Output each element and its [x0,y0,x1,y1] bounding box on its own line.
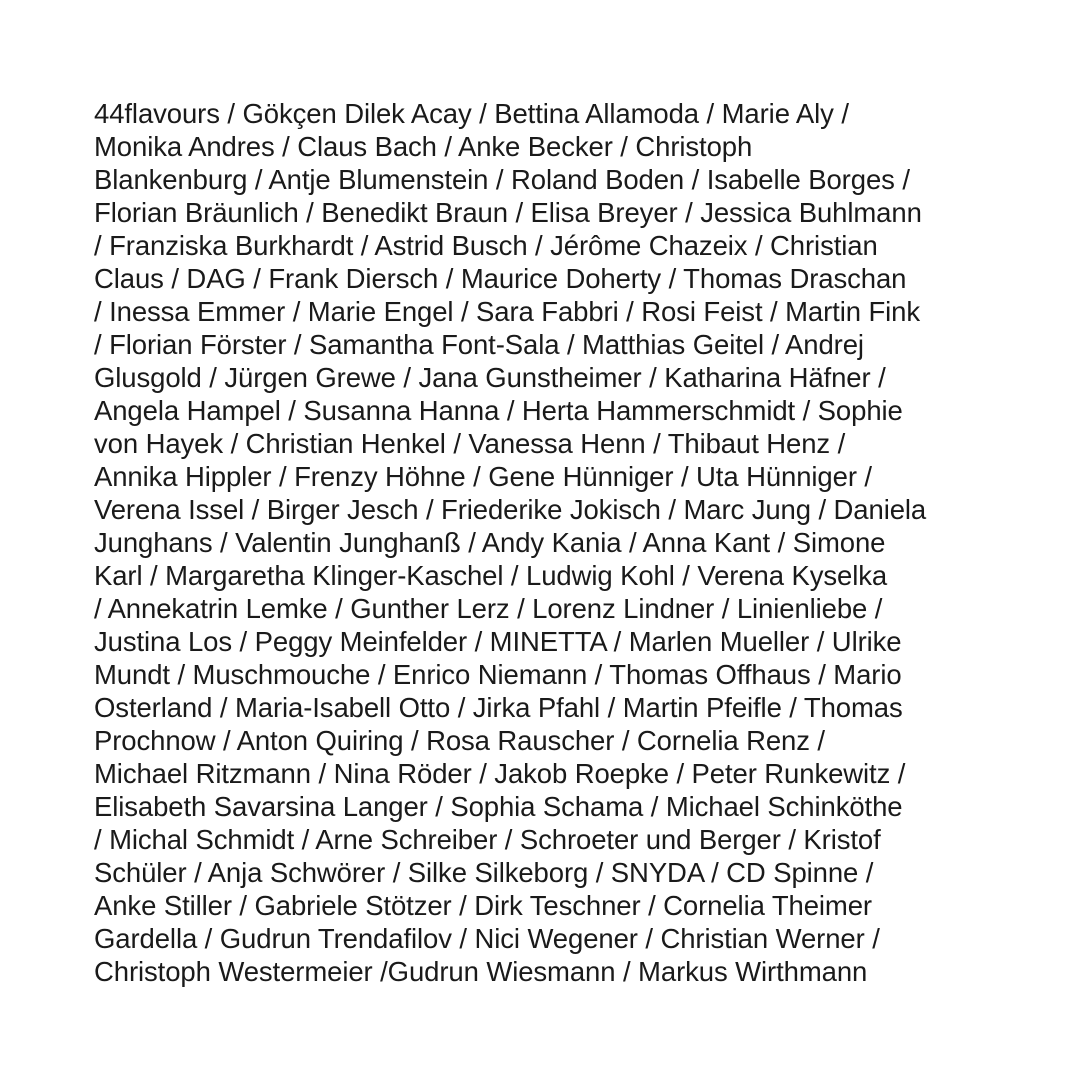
names-line: von Hayek / Christian Henkel / Vanessa Henn / Thibaut Henz / [94,428,846,459]
names-line: Mundt / Muschmouche / Enrico Niemann / Thomas Offhaus / Mario [94,659,902,690]
names-line: / Annekatrin Lemke / Gunther Lerz / Lorenz Lindner / Linienliebe / [94,593,883,624]
names-line: Annika Hippler / Frenzy Höhne / Gene Hünniger / Uta Hünniger / [94,461,872,492]
names-line: Blankenburg / Antje Blumenstein / Roland Boden / Isabelle Borges / [94,164,910,195]
names-line: Michael Ritzmann / Nina Röder / Jakob Roepke / Peter Runkewitz / [94,758,906,789]
artist-names-list [94,97,994,988]
names-line: Elisabeth Savarsina Langer / Sophia Schama / Michael Schinköthe [94,791,903,822]
names-line: Verena Issel / Birger Jesch / Friederike Jokisch / Marc Jung / Daniela [94,494,927,525]
names-line: Claus / DAG / Frank Diersch / Maurice Doherty / Thomas Draschan [94,263,907,294]
names-line: Anke Stiller / Gabriele Stötzer / Dirk Teschner / Cornelia Theimer [94,890,872,921]
names-line: Gardella / Gudrun Trendafilov / Nici Wegener / Christian Werner / [94,923,880,954]
names-line: Glusgold / Jürgen Grewe / Jana Gunstheimer / Katharina Häfner / [94,362,886,393]
names-line: Justina Los / Peggy Meinfelder / MINETTA / Marlen Mueller / Ulrike [94,626,902,657]
names-line: Schüler / Anja Schwörer / Silke Silkeborg / SNYDA / CD Spinne / [94,857,874,888]
names-line: / Michal Schmidt / Arne Schreiber / Schroeter und Berger / Kristof [94,824,881,855]
names-line: 44flavours / Gökçen Dilek Acay / Bettina Allamoda / Marie Aly / [94,98,849,129]
names-line: Christoph Westermeier /Gudrun Wiesmann / Markus Wirthmann [94,956,868,987]
names-line: / Florian Förster / Samantha Font-Sala / Matthias Geitel / Andrej [94,329,864,360]
names-line: Prochnow / Anton Quiring / Rosa Rauscher / Cornelia Renz / [94,725,825,756]
names-line: / Franziska Burkhardt / Astrid Busch / Jérôme Chazeix / Christian [94,230,878,261]
names-line: Karl / Margaretha Klinger-Kaschel / Ludwig Kohl / Verena Kyselka [94,560,888,591]
names-line: / Inessa Emmer / Marie Engel / Sara Fabbri / Rosi Feist / Martin Fink [94,296,920,327]
names-line: Junghans / Valentin Junghanß / Andy Kania / Anna Kant / Simone [94,527,886,558]
names-line: Osterland / Maria-Isabell Otto / Jirka Pfahl / Martin Pfeifle / Thomas [94,692,903,723]
names-line: Monika Andres / Claus Bach / Anke Becker / Christoph [94,131,753,162]
names-line: Angela Hampel / Susanna Hanna / Herta Hammerschmidt / Sophie [94,395,903,426]
names-line: Florian Bräunlich / Benedikt Braun / Elisa Breyer / Jessica Buhlmann [94,197,922,228]
